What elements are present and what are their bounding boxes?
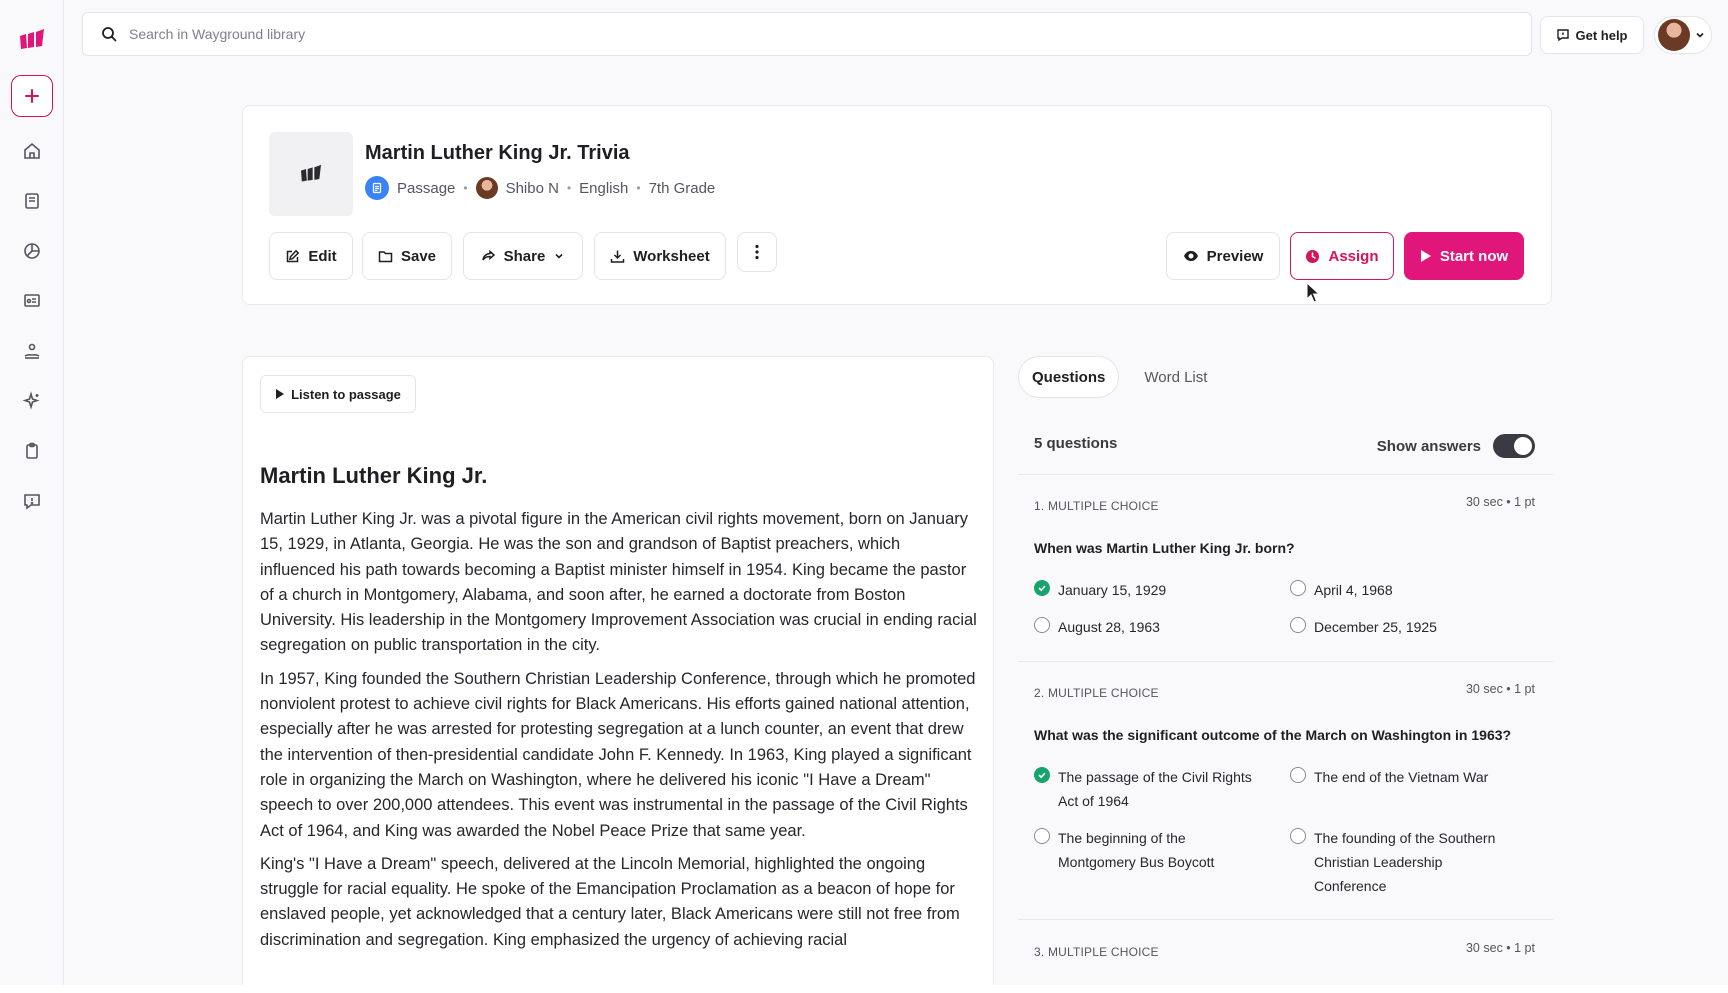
sidebar-item-clipboard[interactable] [20,439,44,463]
panel-tabs [1018,356,1220,398]
folder-icon [378,249,393,264]
answer-option-text: The beginning of the Montgomery Bus Boycott [1058,830,1215,870]
listen-to-passage-button[interactable] [260,375,416,413]
start-now-button[interactable] [1404,232,1524,280]
play-icon [1420,249,1432,263]
preview-button[interactable] [1166,232,1280,280]
answer-option [1034,615,1274,639]
answer-option-text: The end of the Vietnam War [1314,769,1489,785]
answer-option-text: December 25, 1925 [1314,619,1437,635]
search-icon [101,26,117,42]
show-answers-toggle[interactable] [1493,434,1535,458]
help-chat-icon [22,491,42,511]
question-meta: 30 sec • 1 pt [1465,495,1535,509]
save-button[interactable] [362,232,452,280]
tab-questions[interactable]: Questions [1018,356,1119,398]
user-avatar [1658,19,1690,51]
answer-option [1290,578,1535,602]
question-type: 2. MULTIPLE CHOICE [1034,686,1159,700]
sidebar-item-ai-tools[interactable] [20,389,44,413]
start-now-label: Start now [1439,247,1509,265]
divider [1018,661,1553,662]
edit-button[interactable] [269,232,353,280]
passage-paragraph: In 1957, King founded the Southern Christian Leadership Conference, through which he promoted nonviolent protest to achieve civil rights for Black Americans. His efforts gained national attention, especially after he was arrested for protesting segregation at a lunch counter, an event that drew the intervention of then-presidential candidate John F. Kennedy. In 1963, King played a significant role in organizing the March on Washington, where he delivered his iconic "I Have a Dream" speech to over 200,000 attendees. This event was instrumental in the passage of the Civil Rights Act of 1964, and King was awarded the Nobel Peace Prize that same year. [260,669,976,840]
author-avatar [476,177,498,199]
download-icon [610,249,625,264]
edit-icon [285,249,300,264]
play-icon [275,388,285,400]
show-answers-control [1377,434,1535,458]
get-help-label: Get help [1575,27,1628,43]
more-vertical-icon [755,244,759,260]
wayground-logo[interactable] [18,28,46,52]
answer-option-text: The passage of the Civil Rights Act of 1964 [1058,769,1252,809]
chevron-down-icon [1694,29,1706,41]
question-meta: 30 sec • 1 pt [1465,682,1535,696]
sidebar [0,0,64,985]
radio-icon [1290,767,1306,783]
search-bar[interactable] [82,12,1532,56]
sidebar-item-home[interactable] [20,139,44,163]
meta-separator: • [463,181,468,195]
question-type: 3. MULTIPLE CHOICE [1034,945,1159,959]
wayground-logo-icon [297,164,325,184]
share-label: Share [503,247,546,265]
listen-label: Listen to passage [291,386,401,402]
passage-body [260,507,980,961]
radio-icon [1034,617,1050,633]
answer-option [1034,765,1256,813]
save-label: Save [400,247,437,265]
question-meta: 30 sec • 1 pt [1465,941,1535,955]
eye-icon [1183,248,1199,264]
radio-icon [1290,617,1306,633]
edit-label: Edit [308,247,337,265]
question-count: 5 questions [1034,435,1118,452]
get-help-button[interactable] [1540,16,1644,54]
answer-option [1034,578,1274,602]
radio-icon [1290,580,1306,596]
sidebar-item-accommodations[interactable] [20,339,44,363]
question-text: What was the significant outcome of the March on Washington in 1963? [1034,727,1512,743]
show-answers-label: Show answers [1376,437,1481,455]
mouse-cursor-icon [1306,282,1320,304]
assign-label: Assign [1328,247,1379,265]
hand-person-icon [22,341,42,361]
answer-option-text: April 4, 1968 [1314,582,1393,598]
answer-option [1290,826,1515,898]
pie-chart-icon [22,241,42,261]
passage-panel [242,356,994,985]
answer-option [1034,826,1256,874]
answer-option-text: August 28, 1963 [1058,619,1160,635]
resource-header-card [242,105,1552,305]
user-menu[interactable] [1654,16,1712,54]
worksheet-label: Worksheet [633,247,710,265]
sidebar-item-library[interactable] [20,189,44,213]
meta-separator: • [636,181,641,195]
question-text: When was Martin Luther King Jr. born? [1034,540,1295,556]
meta-separator: • [566,181,572,195]
sidebar-item-feedback[interactable] [20,489,44,513]
tab-word-list[interactable]: Word List [1144,368,1208,386]
sparkles-icon [22,391,42,411]
resource-title: Martin Luther King Jr. Trivia [365,142,630,164]
top-bar [64,0,1728,62]
passage-paragraph: King's "I Have a Dream" speech, delivered at the Lincoln Memorial, highlighted the ongoing struggle for racial equality. He spoke of the Emancipation Proclamation as a beacon of hope for enslaved people, yet acknowledged that a century later, Black Americans were still not free from discrimination and segregation. King emphasized the urgency of achieving racial [260,854,960,949]
resource-thumbnail [269,132,353,216]
answer-option-text: January 15, 1929 [1058,582,1167,598]
plus-icon [24,88,40,104]
share-button[interactable] [463,232,583,280]
share-icon [481,249,496,264]
resource-type: Passage [397,179,456,197]
passage-title: Martin Luther King Jr. [260,463,488,488]
clipboard-icon [22,441,42,461]
passage-type-icon [365,176,389,200]
sidebar-item-reports[interactable] [20,239,44,263]
sidebar-item-classes[interactable] [20,289,44,313]
worksheet-button[interactable] [594,232,726,280]
create-button[interactable] [11,75,53,117]
questions-panel [1018,356,1553,985]
book-icon [22,191,42,211]
clock-icon [1305,249,1320,264]
correct-check-icon [1034,580,1050,596]
resource-language: English [579,179,629,197]
help-book-icon [1556,28,1570,42]
radio-icon [1290,828,1306,844]
preview-label: Preview [1206,247,1264,265]
answer-option [1290,615,1535,639]
answer-option [1290,765,1535,789]
presentation-icon [22,291,42,311]
radio-icon [1034,828,1050,844]
divider [1018,474,1553,475]
resource-meta [365,176,715,200]
chevron-down-icon [553,250,565,262]
assign-button[interactable] [1290,232,1394,280]
question-type: 1. MULTIPLE CHOICE [1034,499,1159,513]
search-input[interactable] [129,26,1479,42]
correct-check-icon [1034,767,1050,783]
more-options-button[interactable] [737,232,777,272]
divider [1018,919,1553,920]
home-icon [22,141,42,161]
resource-author[interactable]: Shibo N [505,179,559,197]
answer-option-text: The founding of the Southern Christian Leadership Conference [1314,830,1496,894]
passage-paragraph: Martin Luther King Jr. was a pivotal figure in the American civil rights movement, born on January 15, 1929, in Atlanta, Georgia. He was the son and grandson of Baptist preachers, which influenced his path towards becoming a Baptist minister himself in 1954. King became the pastor of a church in Montgomery, Alabama, and soon after, he earned a doctorate from Boston University. His leadership in the Montgomery Improvement Association was crucial in ending racial segregation on public transportation in the city. [260,510,977,655]
resource-grade: 7th Grade [648,179,716,197]
